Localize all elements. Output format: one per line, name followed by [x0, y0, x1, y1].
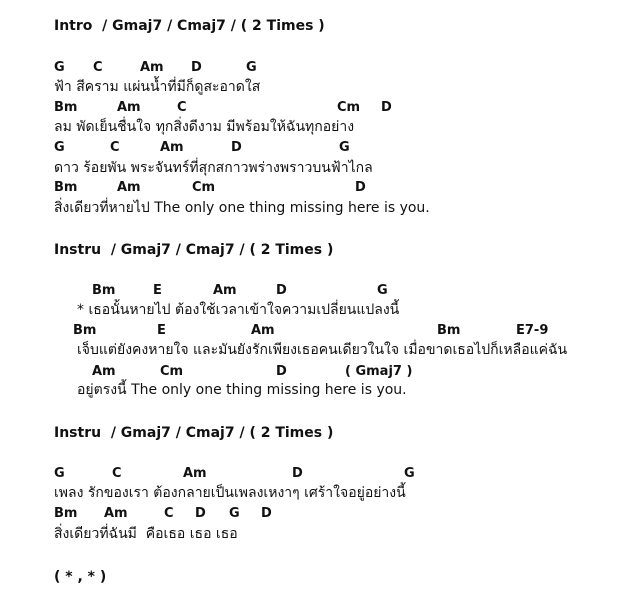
chord: E [153, 283, 162, 298]
lyric-line: ลม พัดเย็นชื่นใจ ทุกสิ่งดีงาม มีพร้อมให้ฉันทุกอย่าง [54, 119, 355, 135]
lyric-line: ดาว ร้อยพัน พระจันทร์ที่สุกสกาวพร่างพราวบนฟ้าไกล [54, 160, 373, 176]
lyric-line: อยู่ตรงนี้ The only one thing missing here is you. [77, 382, 407, 398]
chord: Cm [192, 180, 216, 195]
chord: Bm [54, 180, 78, 195]
chord: G [54, 60, 65, 75]
intro-heading: Intro / Gmaj7 / Cmaj7 / ( 2 Times ) [54, 18, 325, 34]
repeat-marker: ( * , * ) [54, 569, 107, 585]
chord: C [164, 506, 174, 521]
chord: D [355, 180, 366, 195]
chord: D [276, 364, 287, 379]
chord: Cm [337, 100, 361, 115]
lyric-line: เจ็บแต่ยังคงหายใจ และมันยังรักเพียงเธอคนเดียวในใจ เมื่อขาดเธอไปก็เหลือแค่ฉัน [77, 342, 568, 358]
chord: D [276, 283, 287, 298]
lyric-line: สิ่งเดียวที่ฉันมี คือเธอ เธอ เธอ [54, 526, 238, 542]
chord: G [404, 466, 415, 481]
chord: D [231, 140, 242, 155]
chord: Am [104, 506, 128, 521]
chord: G [229, 506, 240, 521]
chord: C [110, 140, 120, 155]
instru-heading: Instru / Gmaj7 / Cmaj7 / ( 2 Times ) [54, 425, 334, 441]
chord: C [93, 60, 103, 75]
lyric-line: * เธอนั้นหายไป ต้องใช้เวลาเข้าใจความเปลี่ยนแปลงนี้ [77, 302, 400, 318]
chord: E [157, 323, 166, 338]
chord: D [261, 506, 272, 521]
chord: Bm [437, 323, 461, 338]
chord: D [381, 100, 392, 115]
chord: C [112, 466, 122, 481]
chord: Bm [92, 283, 116, 298]
instru-heading: Instru / Gmaj7 / Cmaj7 / ( 2 Times ) [54, 242, 334, 258]
chord: Am [160, 140, 184, 155]
chord: G [54, 466, 65, 481]
chord: Bm [54, 506, 78, 521]
chord: D [195, 506, 206, 521]
lyric-line: สิ่งเดียวที่หายไป The only one thing missing here is you. [54, 200, 430, 216]
chord: Am [251, 323, 275, 338]
chord: Am [92, 364, 116, 379]
chord: Am [213, 283, 237, 298]
chord: Am [117, 180, 141, 195]
chord: Bm [54, 100, 78, 115]
chord: C [177, 100, 187, 115]
chord: Am [117, 100, 141, 115]
chord: Am [140, 60, 164, 75]
chord: G [377, 283, 388, 298]
chord: D [191, 60, 202, 75]
chord: G [339, 140, 350, 155]
lyric-line: ฟ้า สีคราม แผ่นน้ำที่มีก็ดูสะอาดใส [54, 79, 261, 95]
chord: Am [183, 466, 207, 481]
lyric-line: เพลง รักของเรา ต้องกลายเป็นเพลงเหงาๆ เศร้าใจอยู่อย่างนี้ [54, 485, 406, 501]
chord: D [292, 466, 303, 481]
chord: G [246, 60, 257, 75]
chord: E7-9 [516, 323, 549, 338]
chord: Cm [160, 364, 184, 379]
chord: Bm [73, 323, 97, 338]
chord: G [54, 140, 65, 155]
chord: ( Gmaj7 ) [345, 364, 413, 379]
